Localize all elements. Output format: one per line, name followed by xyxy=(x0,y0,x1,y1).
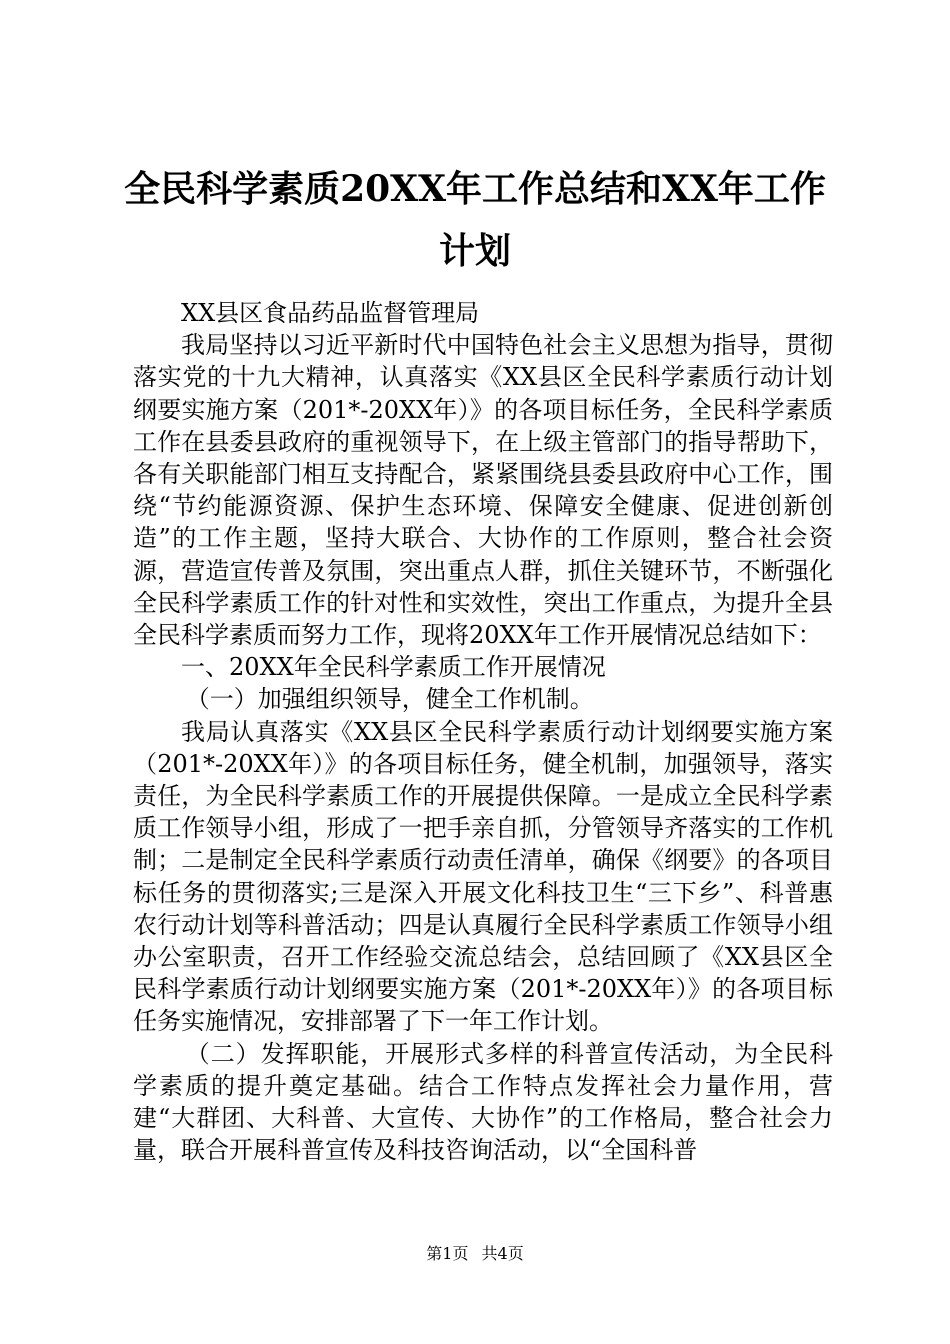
document-title: 全民科学素质20XX年工作总结和XX年工作计划 xyxy=(124,168,826,272)
section-heading: 一、20XX年全民科学素质工作开展情况 xyxy=(181,653,606,682)
page-footer xyxy=(0,1244,950,1264)
page-number: 第1页 xyxy=(426,1244,469,1263)
page-total: 共4页 xyxy=(481,1244,524,1263)
author-line: XX县区食品药品监督管理局 xyxy=(181,299,480,327)
subsection-2-paragraph: （二）发挥职能，开展形式多样的科普宣传活动，为全民科学素质的提升奠定基础。结合工作特点发挥社会力量作用，营建“大群团、大科普、大宣传、大协作”的工作格局，整合社会力量，联合开展科普宣传及科技咨询活动，以“全国科普 xyxy=(133,1039,833,1165)
intro-paragraph: 我局坚持以习近平新时代中国特色社会主义思想为指导，贯彻落实党的十九大精神，认真落实《XX县区全民科学素质行动计划纲要实施方案（201*-20XX年）》的各项目标任务，全民科学素质工作在县委县政府的重视领导下，在上级主管部门的指导帮助下，各有关职能部门相互支持配合，紧紧围绕县委县政府中心工作，围绕“节约能源资源、保护生态环境、保障安全健康、促进创新创造”的工作主题，坚持大联合、大协作的工作原则，整合社会资源，营造宣传普及氛围，突出重点人群，抓住关键环节，不断强化全民科学素质工作的针对性和实效性，突出工作重点，为提升全县全民科学素质而努力工作，现将20XX年工作开展情况总结如下： xyxy=(133,331,833,650)
subsection-heading-1: （一）加强组织领导，健全工作机制。 xyxy=(185,685,594,714)
document-body xyxy=(133,297,833,1166)
subsection-1-paragraph: 我局认真落实《XX县区全民科学素质行动计划纲要实施方案（201*-20XX年）》的各项目标任务，健全机制，加强领导，落实责任，为全民科学素质工作的开展提供保障。一是成立全民科学素质工作领导小组，形成了一把手亲自抓，分管领导齐落实的工作机制；二是制定全民科学素质行动责任清单，确保《纲要》的各项目标任务的贯彻落实;三是深入开展文化科技卫生“三下乡”、科普惠农行动计划等科普活动；四是认真履行全民科学素质工作领导小组办公室职责，召开工作经验交流总结会，总结回顾了《XX县区全民科学素质行动计划纲要实施方案（201*-20XX年）》的各项目标任务实施情况，安排部署了下一年工作计划。 xyxy=(133,717,833,1036)
